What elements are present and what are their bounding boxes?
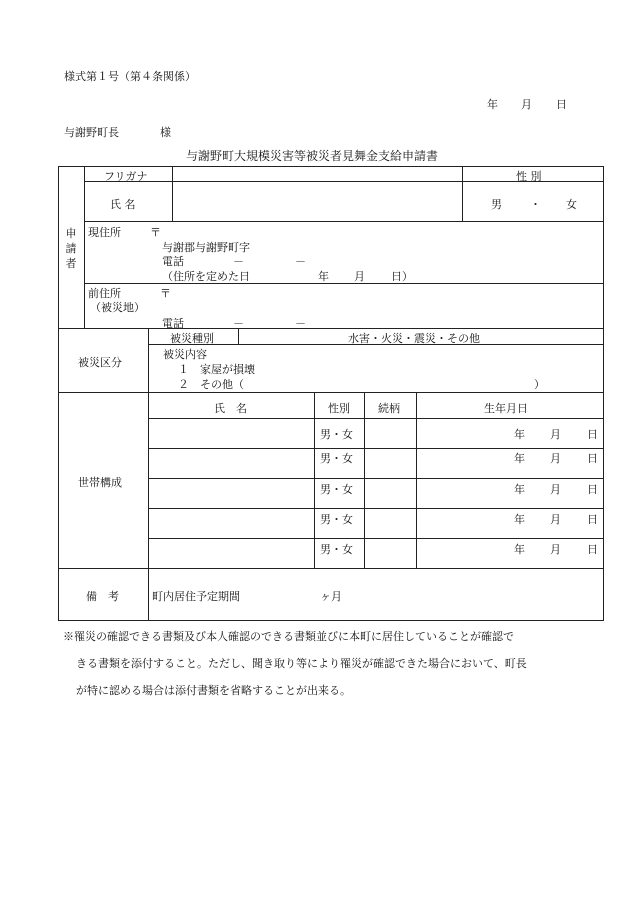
household-row-gender[interactable]: 男・女 — [320, 543, 353, 556]
disaster-option-2[interactable]: ２ その他（ — [178, 378, 244, 391]
household-row-gender[interactable]: 男・女 — [320, 428, 353, 441]
household-col-name: 氏 名 — [214, 402, 247, 415]
household-row-year: 年 — [514, 513, 525, 526]
footnote-line-1: ※罹災の確認できる書類及び本人確認のできる書類並びに本町に居住していることが確認で — [63, 630, 514, 643]
remarks-label: 備 考 — [86, 590, 119, 603]
disaster-content-label: 被災内容 — [163, 348, 207, 361]
date-year-label: 年 — [487, 98, 498, 111]
household-row-day: 日 — [587, 428, 598, 441]
gender-female-option[interactable]: 女 — [566, 198, 577, 211]
household-row-gender[interactable]: 男・女 — [320, 513, 353, 526]
remarks-text: 町内居住予定期間 — [152, 590, 240, 603]
household-row-gender[interactable]: 男・女 — [320, 483, 353, 496]
furigana-field[interactable] — [178, 168, 458, 180]
disaster-option-2-close: ） — [534, 378, 545, 391]
household-row-day: 日 — [587, 513, 598, 526]
household-row-gender[interactable]: 男・女 — [320, 452, 353, 465]
previous-phone-dash-2: － — [295, 317, 306, 330]
household-row-month: 月 — [550, 483, 561, 496]
residence-day: 日） — [391, 270, 413, 283]
previous-phone-dash-1: － — [233, 317, 244, 330]
addressee-honorific: 様 — [160, 126, 171, 139]
footnote-line-3: が特に認める場合は添付書類を省略することが出来る。 — [76, 684, 351, 697]
name-field[interactable] — [178, 188, 458, 216]
residence-month: 月 — [354, 270, 365, 283]
date-day-label: 日 — [556, 98, 567, 111]
household-row-year: 年 — [514, 543, 525, 556]
previous-postal-mark: 〒 — [160, 287, 171, 300]
residence-date-label: （住所を定めた日 — [162, 270, 250, 283]
date-month-label: 月 — [521, 98, 532, 111]
household-section-label: 世帯構成 — [78, 476, 122, 489]
applicant-section-label: 申 請 者 — [65, 227, 77, 270]
household-row-day: 日 — [587, 543, 598, 556]
form-number: 様式第１号（第４条関係） — [64, 70, 196, 83]
household-col-relation: 続柄 — [378, 402, 400, 415]
household-row-day: 日 — [587, 452, 598, 465]
disaster-type-label: 被災種別 — [170, 332, 214, 345]
gender-header: 性 別 — [516, 170, 542, 183]
disaster-type-options[interactable]: 水害・火災・震災・その他 — [348, 332, 480, 345]
previous-phone-label: 電話 — [162, 317, 184, 330]
disaster-option-1[interactable]: １ 家屋が損壊 — [178, 363, 255, 376]
household-col-birthdate: 生年月日 — [484, 402, 528, 415]
household-row-month: 月 — [550, 543, 561, 556]
household-row-month: 月 — [550, 428, 561, 441]
household-col-gender: 性別 — [328, 402, 350, 415]
gender-male-option[interactable]: 男 — [491, 198, 502, 211]
form-title: 与謝野町大規模災害等被災者見舞金支給申請書 — [186, 149, 439, 163]
postal-mark: 〒 — [150, 226, 161, 239]
household-row-day: 日 — [587, 483, 598, 496]
current-address-label: 現住所 — [88, 226, 121, 239]
addressee: 与謝野町長 — [64, 126, 119, 139]
previous-address-label: 前住所 — [88, 287, 121, 300]
household-row-year: 年 — [514, 428, 525, 441]
phone-dash-1: － — [233, 255, 244, 268]
previous-address-sublabel: （被災地） — [90, 301, 145, 314]
household-row-year: 年 — [514, 452, 525, 465]
gender-separator: ・ — [530, 198, 541, 211]
residence-year: 年 — [318, 270, 329, 283]
household-row-month: 月 — [550, 452, 561, 465]
disaster-section-label: 被災区分 — [78, 356, 122, 369]
household-row-month: 月 — [550, 513, 561, 526]
phone-dash-2: － — [295, 255, 306, 268]
address-prefix: 与謝郡与謝野町字 — [162, 241, 250, 254]
footnote-line-2: きる書類を添付すること。ただし、聞き取り等により罹災が確認できた場合において、町長 — [76, 657, 527, 670]
remarks-unit: ヶ月 — [320, 590, 342, 603]
name-label: 氏 名 — [110, 198, 136, 211]
phone-label: 電話 — [162, 255, 184, 268]
furigana-label: フリガナ — [104, 170, 148, 183]
household-row-year: 年 — [514, 483, 525, 496]
